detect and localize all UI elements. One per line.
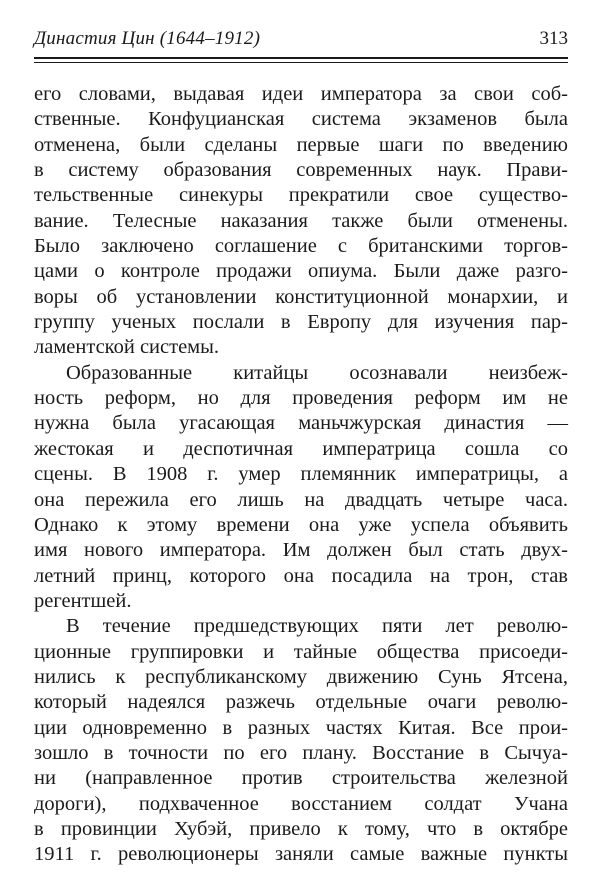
text-line: сцены. В 1908 г. умер племянник императрицы, а [34, 463, 568, 486]
text-line: ламентской системы. [34, 336, 220, 359]
text-line: цами о контроле продажи опиума. Были даже разго- [34, 260, 568, 283]
text-line: регентшей. [34, 589, 132, 612]
text-line: нились к республиканскому движению Сунь Ятсена, [34, 665, 568, 688]
text-line: ни (направленное против строительства железной [34, 767, 568, 790]
text-line: Образованные китайцы осознавали неизбеж- [66, 361, 568, 384]
header-rule-thin [34, 62, 568, 63]
text-line: она пережила его лишь на двадцать четыре часа. [34, 488, 568, 511]
text-line: В течение предшедствующих пяти лет револю- [66, 615, 568, 638]
text-line: зошло в точности по его плану. Восстание в Сычуа- [34, 741, 568, 764]
paragraph-2 [34, 361, 568, 614]
text-line: в провинции Хубэй, привело к тому, что в октябре [34, 817, 568, 840]
text-line: 1911 г. революционеры заняли самые важные пункты [34, 843, 568, 866]
running-head [34, 26, 568, 54]
paragraph-3 [34, 614, 568, 867]
text-line: Было заключено соглашение с британскими торгов- [34, 235, 568, 258]
paragraph-1 [34, 82, 568, 361]
text-line: вание. Телесные наказания также были отменены. [34, 209, 568, 232]
header-rule-thick [34, 57, 568, 59]
body-text [34, 82, 568, 868]
text-line: летний принц, которого она посадила на трон, став [34, 564, 568, 587]
text-line: отменена, были сделаны первые шаги по введению [34, 133, 568, 156]
text-line: тельственные синекуры прекратили свое существо- [34, 184, 568, 207]
text-line: воры об установлении конституционной монархии, и [34, 285, 568, 308]
text-line: ственные. Конфуцианская система экзаменов была [34, 108, 568, 131]
text-line: в систему образования современных наук. Прави- [34, 159, 568, 182]
page-number: 313 [539, 28, 568, 49]
text-line: жестокая и деспотичная императрица сошла со [34, 437, 568, 460]
text-line: Однако к этому времени она уже успела объявить [34, 513, 568, 536]
text-line: дороги), подхваченное восстанием солдат Учана [34, 792, 568, 815]
text-line: нужна была угасающая маньчжурская династия — [34, 412, 568, 435]
text-line: имя нового императора. Им должен был стать двух- [34, 539, 568, 562]
text-line: его словами, выдавая идеи императора за свои соб- [34, 83, 568, 105]
text-line: группу ученых послали в Европу для изучения пар- [34, 311, 568, 334]
chapter-title: Династия Цин (1644–1912) [34, 28, 261, 49]
text-line: ции одновременно в разных частях Китая. Все прои- [34, 716, 568, 739]
text-line: который надеялся разжечь отдельные очаги револю- [34, 691, 568, 714]
text-line: ность реформ, но для проведения реформ им не [34, 387, 568, 410]
text-line: ционные группировки и тайные общества присоеди- [34, 640, 568, 663]
